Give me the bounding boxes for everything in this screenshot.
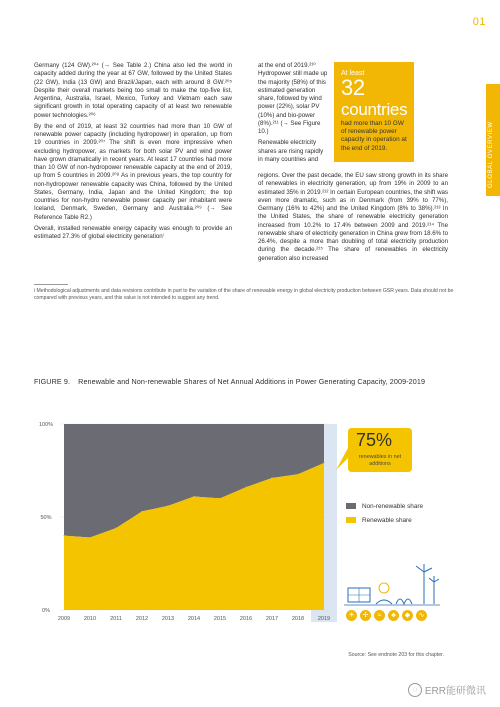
paragraph: at the end of 2019.²¹⁰ Hydropower still made up the majority (58%) of this estimated generation share, followed by wind power (22%), solar PV (10%) and bio-power (8%).²¹¹ (→ See Figure 10.) bbox=[258, 62, 328, 135]
highlight-prefix: At least bbox=[341, 70, 365, 77]
renewable-point bbox=[245, 487, 246, 488]
geothermal-icon: ◆ bbox=[402, 610, 413, 621]
legend-swatch bbox=[346, 517, 356, 523]
x-tick-label: 2018 bbox=[291, 616, 305, 622]
paragraph: regions. Over the past decade, the EU saw strong growth in its share of renewables in electricity generation, up from 19% in 2009 to an estimated 35% in 2019.²¹² In certain European countries, the shift was even more dramatic, such as in Denmark (from 39% to 77%), Germany (16% to 42%) and the United Kingdom (8% to 38%).²¹³ In the United States, the share of renewable electricity generation increased from 10.2% to 17.4% between 2009 and 2019.²¹⁴ The renewable share of electricity generation in China grew from 18.6% to 26.4%, despite a more than doubling of total electricity production during the decade.²¹⁵ The share of renewables in electricity generation also increased bbox=[258, 172, 448, 262]
x-tick-label: 2009 bbox=[57, 616, 71, 622]
x-tick-label: 2014 bbox=[187, 616, 201, 622]
renewable-point bbox=[219, 498, 220, 499]
watermark-text: ERR能研微讯 bbox=[424, 686, 486, 697]
side-tab-label: GLOBAL OVERVIEW bbox=[488, 121, 494, 188]
figure-title-text: Renewable and Non-renewable Shares of Net Annual Additions in Power Generating Capacity, 2009-2019 bbox=[78, 377, 426, 386]
renewable-point bbox=[271, 477, 272, 478]
left-column bbox=[34, 62, 232, 244]
renewable-point bbox=[323, 462, 324, 463]
highlight-figure bbox=[341, 75, 408, 120]
highlight-text: had more than 10 GW of renewable power capacity in operation at the end of 2019. bbox=[341, 120, 407, 152]
renewable-point bbox=[297, 474, 298, 475]
highlight-number: 32 bbox=[341, 75, 365, 100]
renewables-illustration-icon bbox=[344, 562, 440, 608]
renewable-point bbox=[193, 496, 194, 497]
callout-text: renewables in net additions bbox=[358, 454, 402, 467]
renewable-point bbox=[89, 537, 90, 538]
ocean-icon: ∿ bbox=[416, 610, 427, 621]
footnote: i Methodological adjustments and data revisions contribute in part to the variation of the share of renewable energy in global electricity production between GSR years. Data should not be compared with previous years, and this value is not intended to suggest any trend. bbox=[34, 288, 454, 301]
highlight-unit: countries bbox=[341, 100, 408, 119]
y-tick-label: 50% bbox=[40, 515, 52, 521]
paragraph: Renewable electricity shares are rising rapidly in many countries and bbox=[258, 139, 324, 163]
figure-title bbox=[34, 377, 425, 386]
side-tab bbox=[486, 84, 500, 196]
legend-label: Non-renewable share bbox=[362, 502, 424, 510]
right-bottom-column bbox=[258, 172, 448, 266]
x-tick-label: 2017 bbox=[265, 616, 279, 622]
renewable-point bbox=[115, 528, 116, 529]
y-tick-label: 100% bbox=[38, 422, 54, 428]
x-tick-label: 2013 bbox=[161, 616, 175, 622]
figure-label: FIGURE 9. bbox=[34, 377, 71, 386]
legend-item-non-renewable bbox=[346, 500, 423, 512]
callout-value: 75% bbox=[356, 430, 393, 450]
renewable-point bbox=[167, 505, 168, 506]
technology-icons bbox=[346, 610, 427, 621]
watermark bbox=[408, 682, 486, 697]
page-number: 01 bbox=[472, 16, 486, 28]
bio-icon: ♣ bbox=[388, 610, 399, 621]
right-top-column bbox=[258, 62, 328, 167]
renewable-point bbox=[141, 511, 142, 512]
x-tick-label: 2010 bbox=[83, 616, 97, 622]
x-tick-label: 2011 bbox=[110, 616, 122, 622]
callout bbox=[334, 424, 414, 478]
x-tick-label: 2016 bbox=[239, 616, 253, 622]
paragraph: Germany (124 GW).²⁰⁴ (→ See Table 2.) China also led the world in capacity added during the year at 67 GW, followed by the United States (22 GW), India (13 GW) and Brazil/Japan, each with around 8 GW.²⁰⁵ Despite their overall markets being too small to make the top-five list, Argentina, Australia, Israel, Mexico, Turkey and Vietnam each saw significant growth in total operating capacity of at least two renewable power technologies.²⁰⁶ bbox=[34, 62, 232, 119]
x-tick-label: 2012 bbox=[135, 616, 149, 622]
x-tick-label: 2015 bbox=[213, 616, 227, 622]
paragraph: Overall, installed renewable energy capacity was enough to provide an estimated 27.3% of global electricity generationⁱ bbox=[34, 224, 232, 240]
sun-icon: ☀ bbox=[346, 610, 357, 621]
figure-source: Source: See endnote 203 for this chapter. bbox=[348, 652, 444, 658]
x-tick-label: 2019 bbox=[317, 616, 331, 622]
legend-item-renewable bbox=[346, 514, 423, 526]
chart-legend bbox=[346, 500, 423, 528]
footnote-divider bbox=[34, 284, 68, 285]
legend-swatch bbox=[346, 503, 356, 509]
renewable-point bbox=[63, 535, 64, 536]
hydro-icon: ≈ bbox=[374, 610, 385, 621]
y-tick-label: 0% bbox=[42, 608, 50, 614]
legend-label: Renewable share bbox=[362, 516, 412, 524]
paragraph: By the end of 2019, at least 32 countries had more than 10 GW of renewable power capacity (including hydropower) in operation, up from 19 countries in 2009.²⁰⁷ The shift is even more impressive when excluding hydropower, as markets for both solar PV and wind power have grown dramatically in recent years. At least 17 countries had more than 10 GW of non-hydropower renewable capacity at the end of 2019, up from 5 countries in 2009.²⁰⁸ As in previous years, the top country for non-hydropower renewable capacity was China, followed by the United States, Germany, India, Japan and the United Kingdom; the top countries for non-hydro renewable power capacity per inhabitant were Iceland, Denmark, Sweden, Germany and Australia.²⁰⁹ (→ See Reference Table R2.) bbox=[34, 122, 232, 221]
wechat-icon: ◌ bbox=[408, 683, 422, 697]
highlight-box bbox=[334, 62, 414, 162]
wind-icon: ✢ bbox=[360, 610, 371, 621]
